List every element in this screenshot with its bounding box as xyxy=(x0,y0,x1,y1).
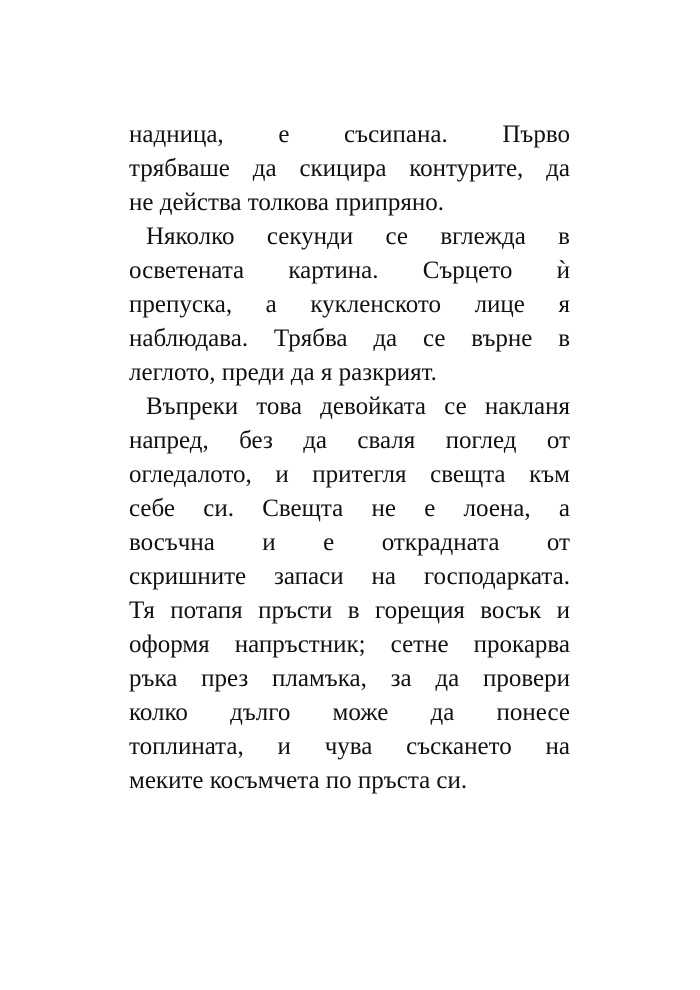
text-line: огледалото, и притегля свещта към xyxy=(129,461,570,488)
paragraph-1 xyxy=(129,118,570,220)
text-line: трябваше да скицира контурите, да xyxy=(129,155,570,182)
text-line: колко дълго може да понесе xyxy=(129,699,570,726)
text-line: восъчна и е открадната от xyxy=(129,529,570,556)
text-line: напред, без да сваля поглед от xyxy=(129,427,570,454)
text-line: Тя потапя пръсти в горещия восък и xyxy=(129,597,570,624)
text-line: Въпреки това девойката се накланя xyxy=(146,393,570,420)
text-line: не действа толкова припряно. xyxy=(129,189,444,216)
text-line: препуска, а кукленското лице я xyxy=(129,291,570,318)
paragraph-3 xyxy=(129,390,570,798)
text-line: надница, е съсипана. Първо xyxy=(129,121,570,148)
text-line: Няколко секунди се вглежда в xyxy=(146,223,570,250)
text-line: ръка през пламъка, за да провери xyxy=(129,665,570,692)
text-line: топлината, и чува съскането на xyxy=(129,733,570,760)
text-line: себе си. Свещта не е лоена, а xyxy=(129,495,570,522)
text-line: меките косъмчета по пръста си. xyxy=(129,767,468,794)
body-text xyxy=(129,118,570,798)
text-line: наблюдава. Трябва да се върне в xyxy=(129,325,570,352)
text-line: осветената картина. Сърцето ѝ xyxy=(129,257,570,284)
paragraph-2 xyxy=(129,220,570,390)
text-line: леглото, преди да я разкрият. xyxy=(129,359,437,386)
text-line: скришните запаси на господарката. xyxy=(129,563,570,590)
text-line: оформя напръстник; сетне прокарва xyxy=(129,631,570,658)
